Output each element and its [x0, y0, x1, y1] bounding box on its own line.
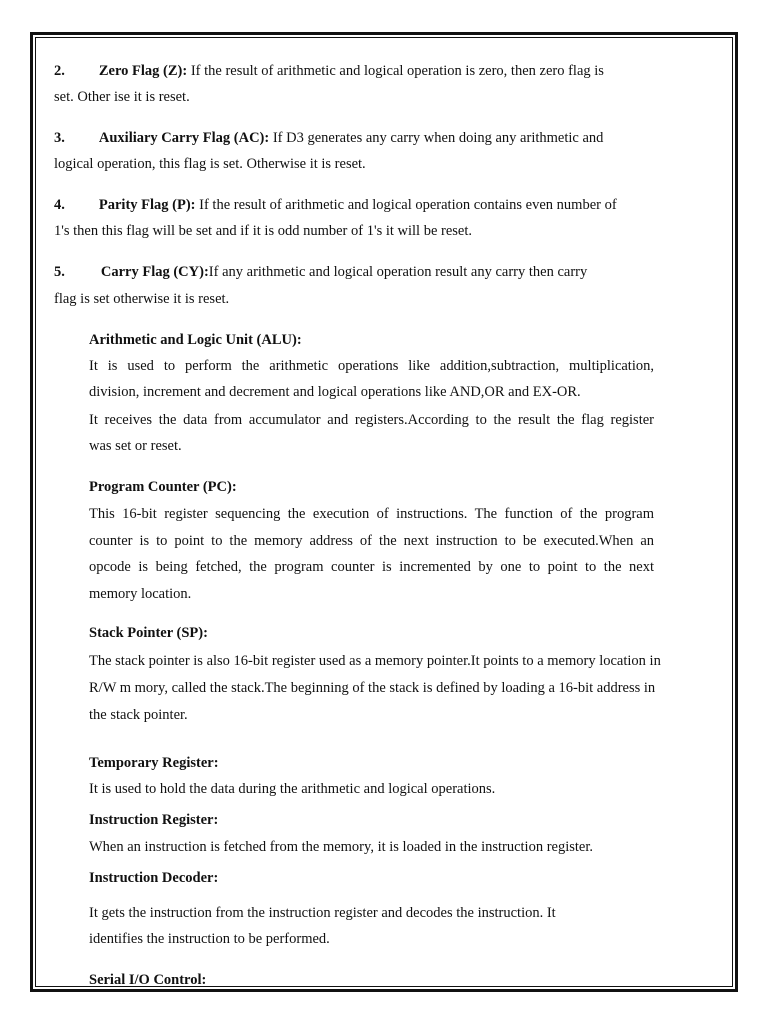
ir-text: When an instruction is fetched from the memory, it is loaded in the instruction register. — [89, 839, 594, 855]
pc-text: opcode is being fetched, the program counter is incremented by one to point to the next — [89, 559, 654, 575]
id-text: identifies the instruction to be performed. — [89, 931, 330, 947]
sp-text: The stack pointer is also 16-bit register used as a memory pointer.It points to a memory location in — [89, 653, 661, 669]
alu-text: division, increment and decrement and logical operations like AND,OR and EX-OR. — [89, 384, 581, 400]
sp-text: the stack pointer. — [89, 707, 188, 723]
flag-text: If any arithmetic and logical operation result any carry then carry — [208, 264, 588, 280]
flag-item-carry — [54, 263, 587, 281]
flag-number: 2. — [54, 63, 65, 79]
flag-text: If the result of arithmetic and logical operation is zero, then zero flag is — [187, 63, 604, 79]
flag-number: 4. — [54, 197, 65, 213]
flag-title: Auxiliary Carry Flag (AC): — [98, 130, 270, 146]
flag-title: Zero Flag (Z): — [98, 63, 188, 79]
pc-text: memory location. — [89, 586, 192, 602]
section-heading-alu: Arithmetic and Logic Unit (ALU): — [89, 332, 302, 348]
section-heading-instruction-decoder: Instruction Decoder: — [89, 870, 219, 886]
section-heading-program-counter: Program Counter (PC): — [89, 479, 237, 495]
flag-title: Carry Flag (CY): — [100, 264, 209, 280]
flag-text: If D3 generates any carry when doing any arithmetic and — [269, 130, 604, 146]
pc-text: counter is to point to the memory address of the next instruction to be executed.When an — [89, 533, 654, 549]
flag-number: 3. — [54, 130, 65, 146]
id-text: It gets the instruction from the instruction register and decodes the instruction. It — [89, 905, 556, 921]
flag-title: Parity Flag (P): — [98, 197, 196, 213]
section-heading-stack-pointer: Stack Pointer (SP): — [89, 625, 208, 641]
flag-item-zero — [54, 62, 604, 80]
flag-text-cont: 1's then this flag will be set and if it is odd number of 1's it will be reset. — [54, 223, 473, 239]
flag-text-cont: logical operation, this flag is set. Otherwise it is reset. — [54, 156, 366, 172]
flag-number: 5. — [54, 264, 65, 280]
sp-text: R/W m mory, called the stack.The beginning of the stack is defined by loading a 16-bit address in — [89, 680, 656, 696]
flag-item-auxiliary-carry — [54, 129, 603, 147]
section-heading-temporary-register: Temporary Register: — [89, 755, 219, 771]
temp-text: It is used to hold the data during the arithmetic and logical operations. — [89, 781, 496, 797]
alu-text: was set or reset. — [89, 438, 182, 454]
flag-item-parity — [54, 196, 617, 214]
flag-text: If the result of arithmetic and logical operation contains even number of — [195, 197, 617, 213]
alu-text: It receives the data from accumulator and registers.According to the result the flag register — [89, 412, 654, 428]
section-heading-serial-io-control: Serial I/O Control: — [89, 972, 207, 988]
section-heading-instruction-register: Instruction Register: — [89, 812, 219, 828]
flag-text-cont: flag is set otherwise it is reset. — [54, 291, 230, 307]
pc-text: This 16-bit register sequencing the execution of instructions. The function of the program — [89, 506, 654, 522]
flag-text-cont: set. Other ise it is reset. — [54, 89, 190, 105]
alu-text: It is used to perform the arithmetic operations like addition,subtraction, multiplication, — [89, 358, 654, 374]
